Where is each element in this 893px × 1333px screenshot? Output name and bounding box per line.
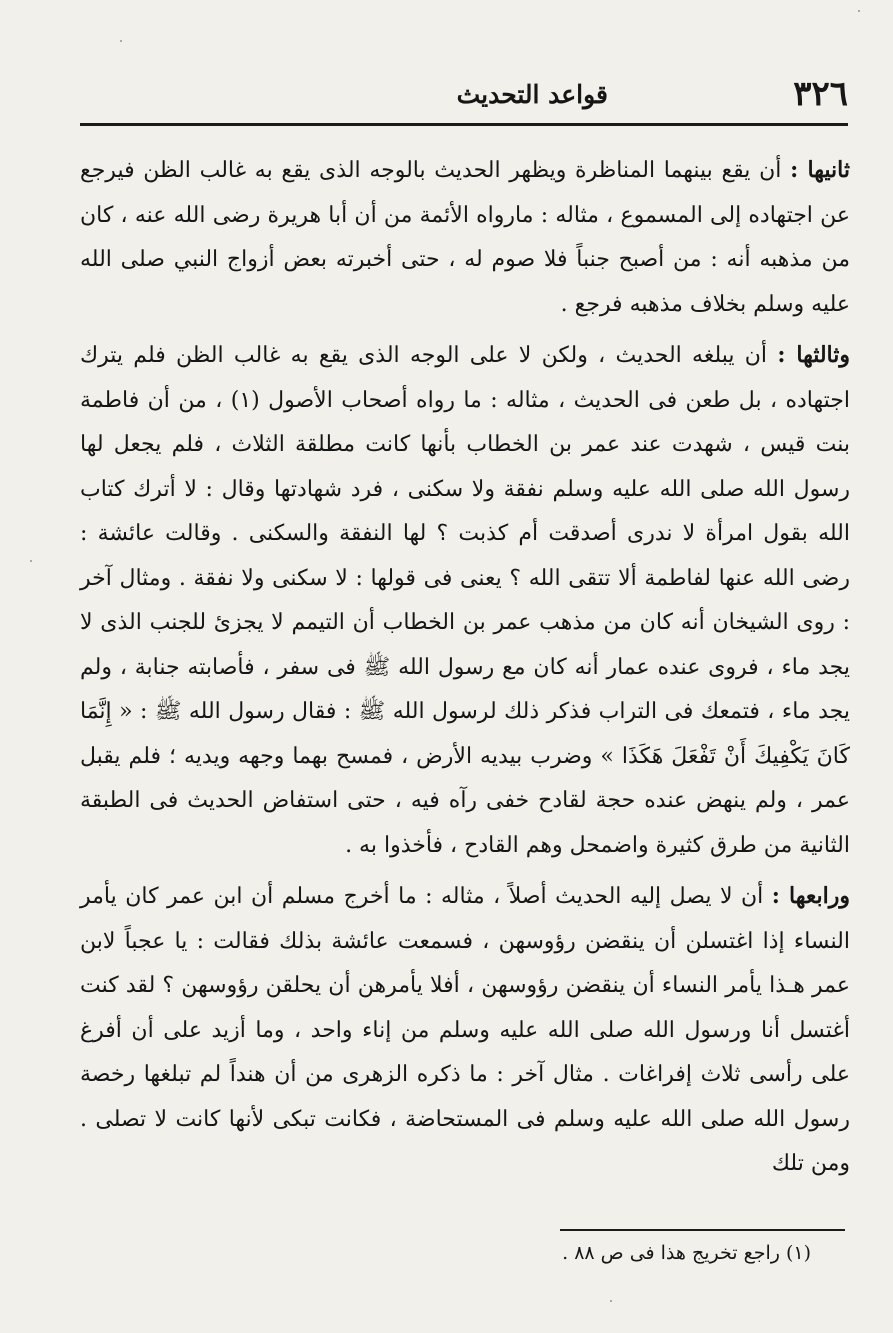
header-divider	[80, 123, 848, 126]
paragraph-text: أن لا يصل إليه الحديث أصلاً ، مثاله : ما أخرج مسلم أن ابن عمر كان يأمر النساء إذا اغتسلن أن ينقضن رؤوسهن ، فسمعت عائشة بذلك فقالت : يا عجباً لابن عمر هـذا يأمر النساء أن ينقضن رؤوسهن ، أفلا يأمرهن أن يحلقن رؤوسهن ؟ لقد كنت أغتسل أنا ورسول الله صلى الله عليه وسلم من إناء واحد ، وما أزيد على أن أفرغ على رأسى ثلاث إفراغات . مثال آخر : ما ذكره الزهرى من أن هنداً لم تبلغها رخصة رسول الله صلى الله عليه وسلم فى المستحاضة ، فكانت تبكى لأنها كانت لا تصلى . ومن تلك	[80, 884, 850, 1176]
running-title: قواعد التحديث	[456, 80, 608, 109]
paragraph-lead: ثانيها :	[790, 157, 850, 183]
paragraph-fourth	[80, 874, 850, 1187]
scan-speck	[858, 10, 860, 12]
paragraph-text: أن يبلغه الحديث ، ولكن لا على الوجه الذى يقع به غالب الظن فلم يترك اجتهاده ، بل طعن فى الحديث ، مثاله : ما رواه أصحاب الأصول (١) ، من أن فاطمة بنت قيس ، شهدت عند عمر بن الخطاب بأنها كانت مطلقة الثلاث ، فلم يجعل لها رسول الله صلى الله عليه وسلم نفقة ولا سكنى ، فرد شهادتها وقال : لا أترك كتاب الله بقول امرأة لا ندرى أصدقت أم كذبت ؟ لها النفقة والسكنى . وقالت عائشة : رضى الله عنها لفاطمة ألا تتقى الله ؟ يعنى فى قولها : لا سكنى ولا نفقة . ومثال آخر : روى الشيخان أنه كان من مذهب عمر بن الخطاب أن التيمم لا يجزئ للجنب الذى لا يجد ماء ، فروى عنده عمار أنه كان مع رسول الله ﷺ فى سفر ، فأصابته جنابة ، ولم يجد ماء ، فتمعك فى التراب فذكر ذلك لرسول الله ﷺ : فقال رسول الله ﷺ : « إِنَّمَا كَانَ يَكْفِيكَ أَنْ تَفْعَلَ هَكَذَا » وضرب بيديه الأرض ، فمسح بهما وجهه ويديه ؛ فلم يقبل عمر ، ولم ينهض عنده حجة لقادح خفى رآه فيه ، حتى استفاض الحديث فى الطبقة الثانية من طرق كثيرة واضمحل وهم القادح ، فأخذوا به .	[80, 343, 850, 858]
scan-speck	[610, 1300, 612, 1302]
main-text	[80, 148, 850, 1187]
paragraph-text: أن يقع بينهما المناظرة ويظهر الحديث بالوجه الذى يقع به غالب الظن فيرجع عن اجتهاده إلى المسموع ، مثاله : مارواه الأئمة من أن أبا هريرة رضى الله عنه ، كان من مذهبه أنه : من أصبح جنباً فلا صوم له ، حتى أخبرته بعض أزواج النبي صلى الله عليه وسلم بخلاف مذهبه فرجع .	[80, 158, 850, 317]
footnote: (١) راجع تخريج هذا فى ص ٨٨ .	[562, 1242, 811, 1264]
footnote-divider	[560, 1229, 845, 1231]
scan-speck	[120, 40, 122, 42]
page-number: ٣٢٦	[793, 74, 848, 114]
paragraph-lead: وثالثها :	[777, 342, 851, 368]
paragraph-second	[80, 148, 850, 327]
paragraph-third	[80, 333, 850, 868]
paragraph-lead: ورابعها :	[771, 883, 850, 909]
scan-speck	[30, 560, 32, 562]
page-header	[80, 70, 848, 118]
